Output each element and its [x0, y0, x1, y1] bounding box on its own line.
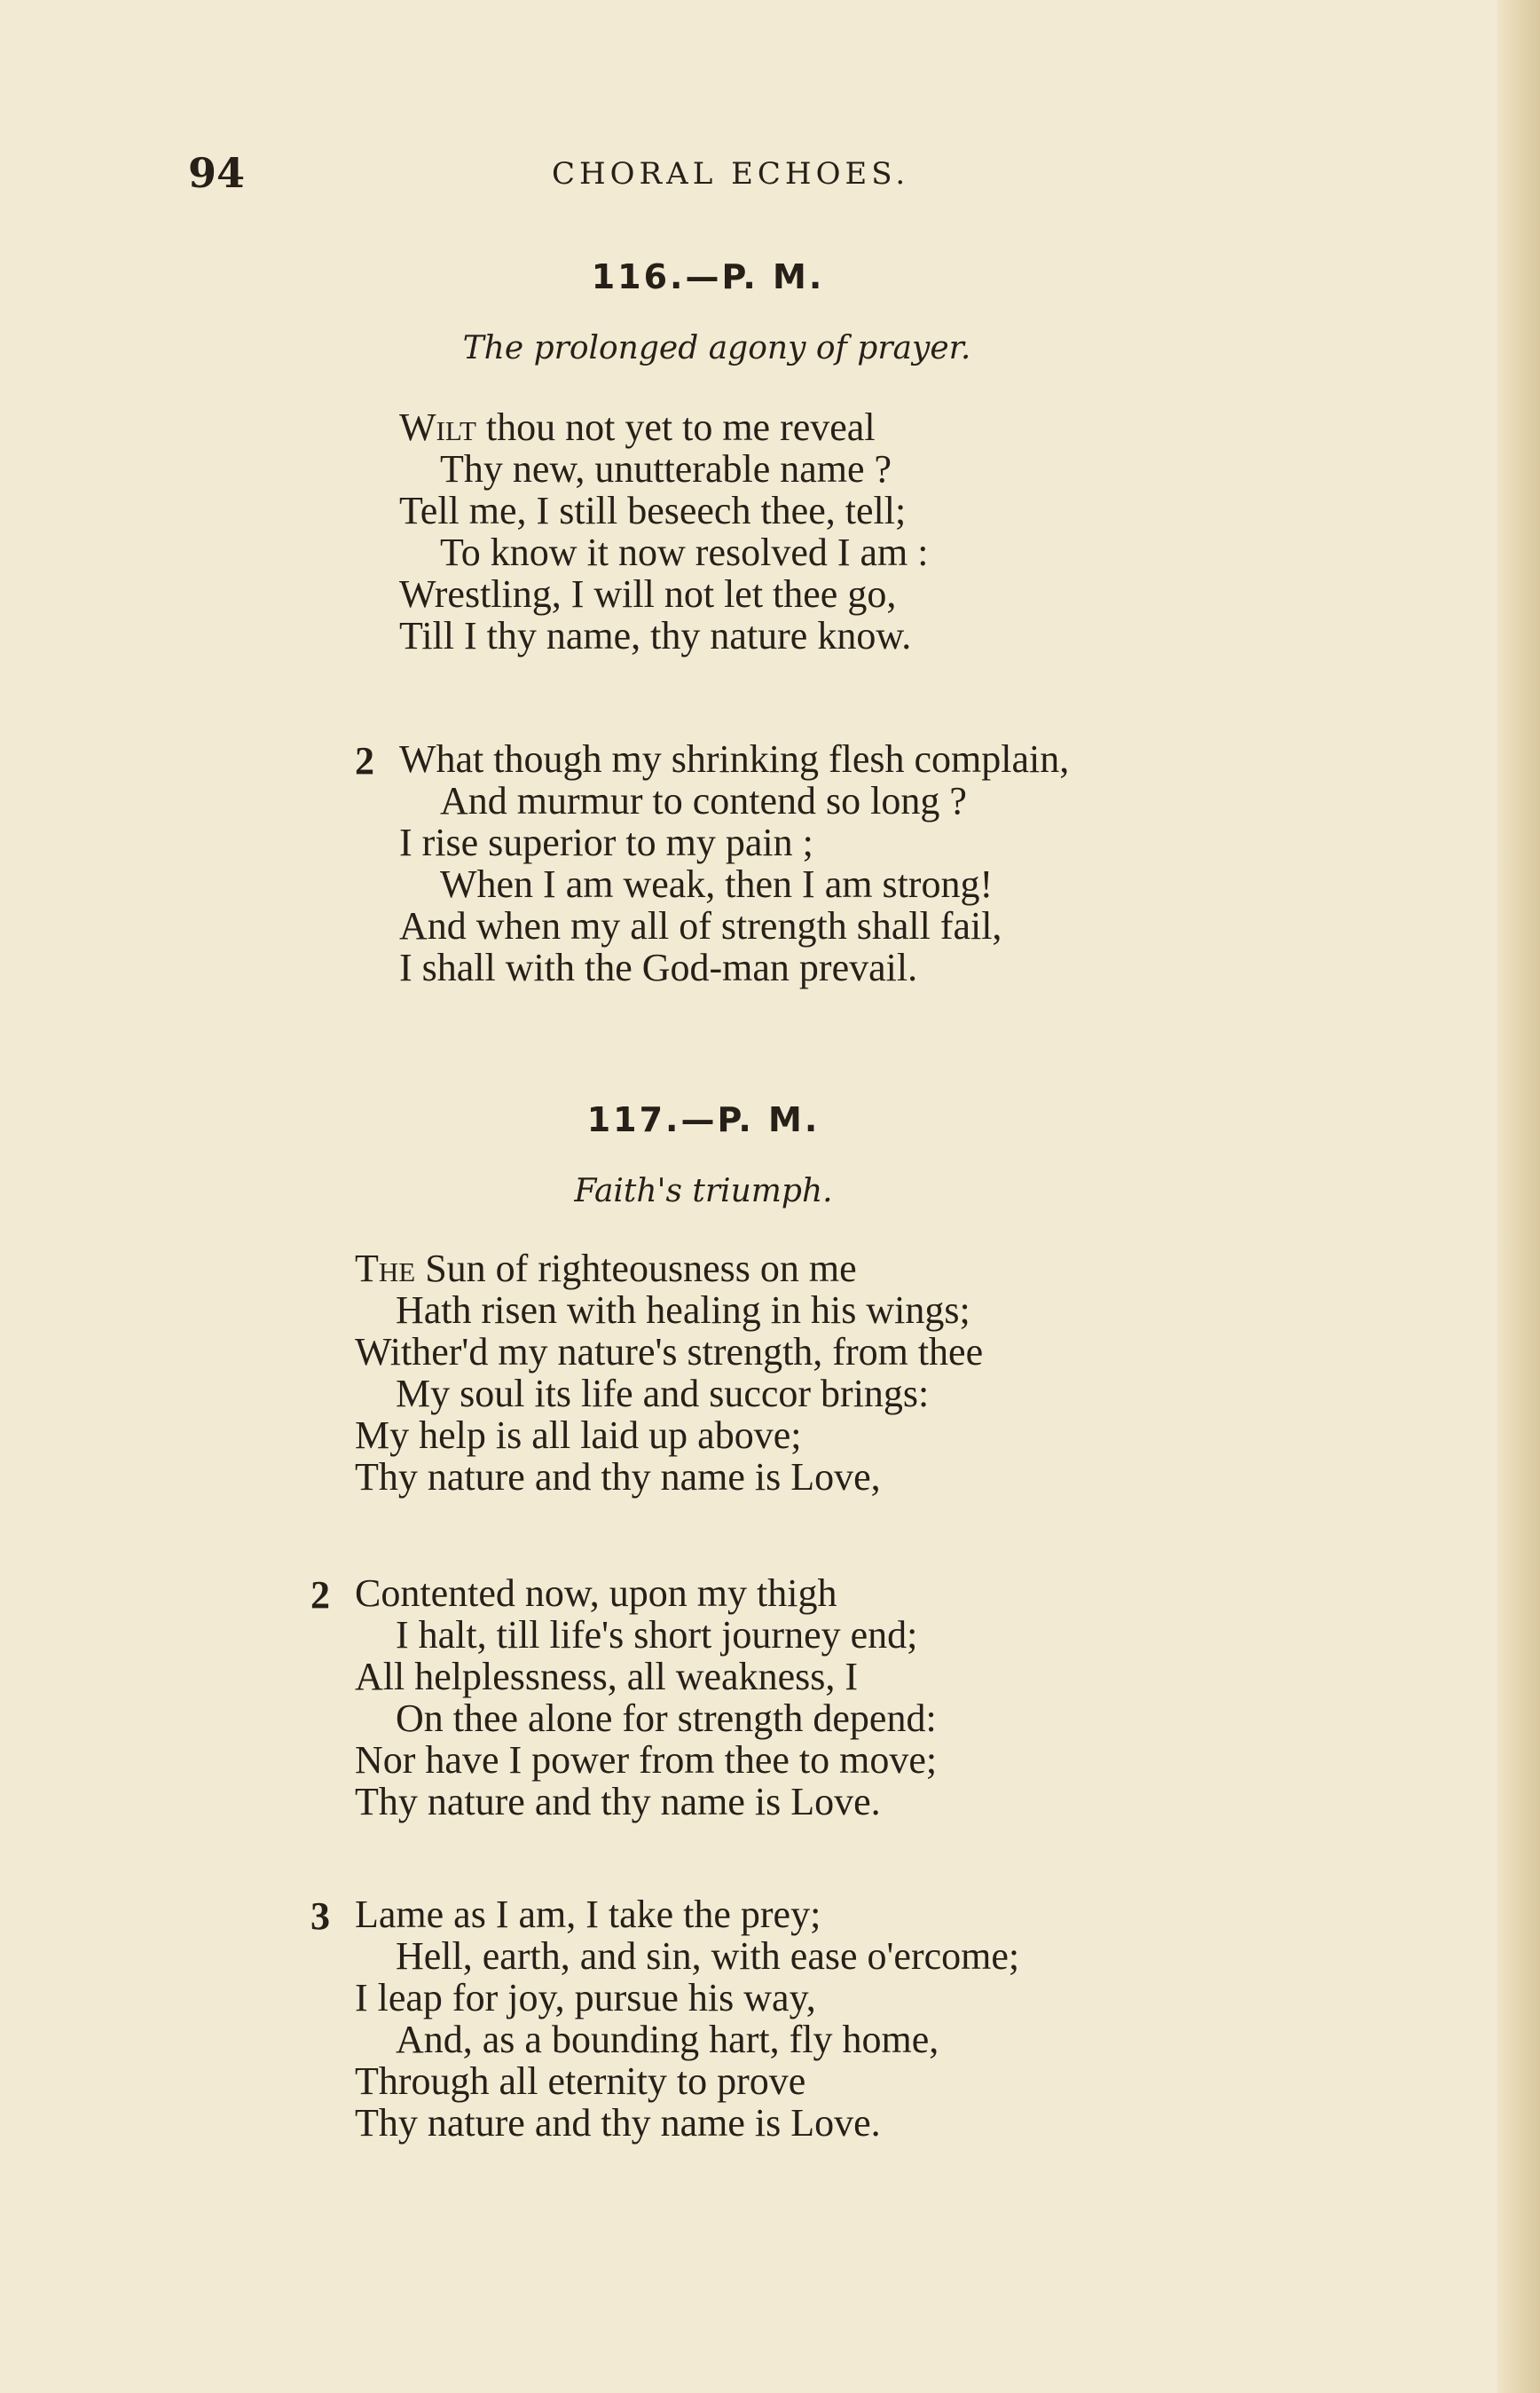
hymn-116-stanza-2: [399, 738, 1069, 988]
verse-line: Thy nature and thy name is Love.: [355, 1780, 881, 1823]
verse-line: Thy nature and thy name is Love,: [355, 1455, 881, 1499]
hymn-117-heading: [0, 1100, 1540, 1139]
verse-line: What though my shrinking flesh complain,: [399, 737, 1070, 781]
verse-line: When I am weak, then I am strong!: [440, 862, 994, 906]
verse-first-rest: Sun of righteousness on me: [415, 1247, 857, 1290]
hymn-116-subtitle: [0, 330, 1540, 366]
verse-line: All helplessness, all weakness, I: [355, 1655, 858, 1698]
page-header: [188, 149, 1075, 202]
verse-line: I rise superior to my pain ;: [399, 821, 813, 864]
running-title: CHORAL ECHOES.: [552, 156, 910, 192]
hymn-subtitle: The prolonged agony of prayer.: [462, 330, 971, 366]
verse-line: My soul its life and succor brings:: [396, 1372, 930, 1415]
verse-line: Contented now, upon my thigh: [355, 1571, 837, 1615]
hymn-subtitle: Faith's triumph.: [574, 1173, 833, 1209]
verse-line: I shall with the God-man prevail.: [399, 946, 918, 989]
verse-line: I halt, till life's short journey end;: [396, 1613, 918, 1657]
verse-line: Thy nature and thy name is Love.: [355, 2101, 881, 2145]
hymn-number: 116.—P. M.: [591, 257, 825, 296]
verse-line: To know it now resolved I am :: [440, 531, 929, 574]
verse-line: Wither'd my nature's strength, from thee: [355, 1330, 984, 1374]
stanza-number: 2: [310, 1573, 330, 1617]
verse-line: And when my all of strength shall fail,: [399, 904, 1002, 948]
verse-line: [355, 1248, 983, 1289]
verse-line: Lame as I am, I take the prey;: [355, 1893, 821, 1936]
verse-line: Tell me, I still beseech thee, tell;: [399, 489, 907, 532]
hymn-117-stanza-1: [355, 1248, 983, 1498]
verse-line: Hath risen with healing in his wings;: [396, 1288, 970, 1332]
hymn-117-subtitle: [0, 1173, 1540, 1209]
verse-first-word: The: [355, 1247, 416, 1290]
page-number: 94: [188, 149, 246, 197]
stanza-number: 2: [355, 739, 374, 783]
verse-line: Nor have I power from thee to move;: [355, 1738, 938, 1782]
hymn-116-heading: [0, 257, 1540, 296]
verse-first-rest: thou not yet to me reveal: [475, 405, 876, 449]
verse-line: Till I thy name, thy nature know.: [399, 614, 912, 657]
verse-line: Thy new, unutterable name ?: [440, 447, 892, 491]
verse-line: Wrestling, I will not let thee go,: [399, 572, 897, 616]
hymn-117-stanza-2: [355, 1572, 937, 1822]
verse-line: And, as a bounding hart, fly home,: [396, 2018, 939, 2061]
verse-line: On thee alone for strength depend:: [396, 1696, 937, 1740]
verse-line: My help is all laid up above;: [355, 1413, 802, 1457]
stanza-number: 3: [310, 1894, 330, 1938]
verse-line: And murmur to contend so long ?: [440, 779, 967, 823]
hymn-116-stanza-1: [399, 406, 929, 657]
hymn-117-stanza-3: [355, 1893, 1019, 2144]
verse-line: [399, 406, 929, 448]
verse-line: Hell, earth, and sin, with ease o'ercome;: [396, 1934, 1020, 1978]
verse-line: I leap for joy, pursue his way,: [355, 1976, 816, 2019]
verse-line: Through all eternity to prove: [355, 2059, 806, 2103]
hymn-number: 117.—P. M.: [586, 1100, 821, 1139]
verse-first-word: Wilt: [399, 405, 476, 449]
